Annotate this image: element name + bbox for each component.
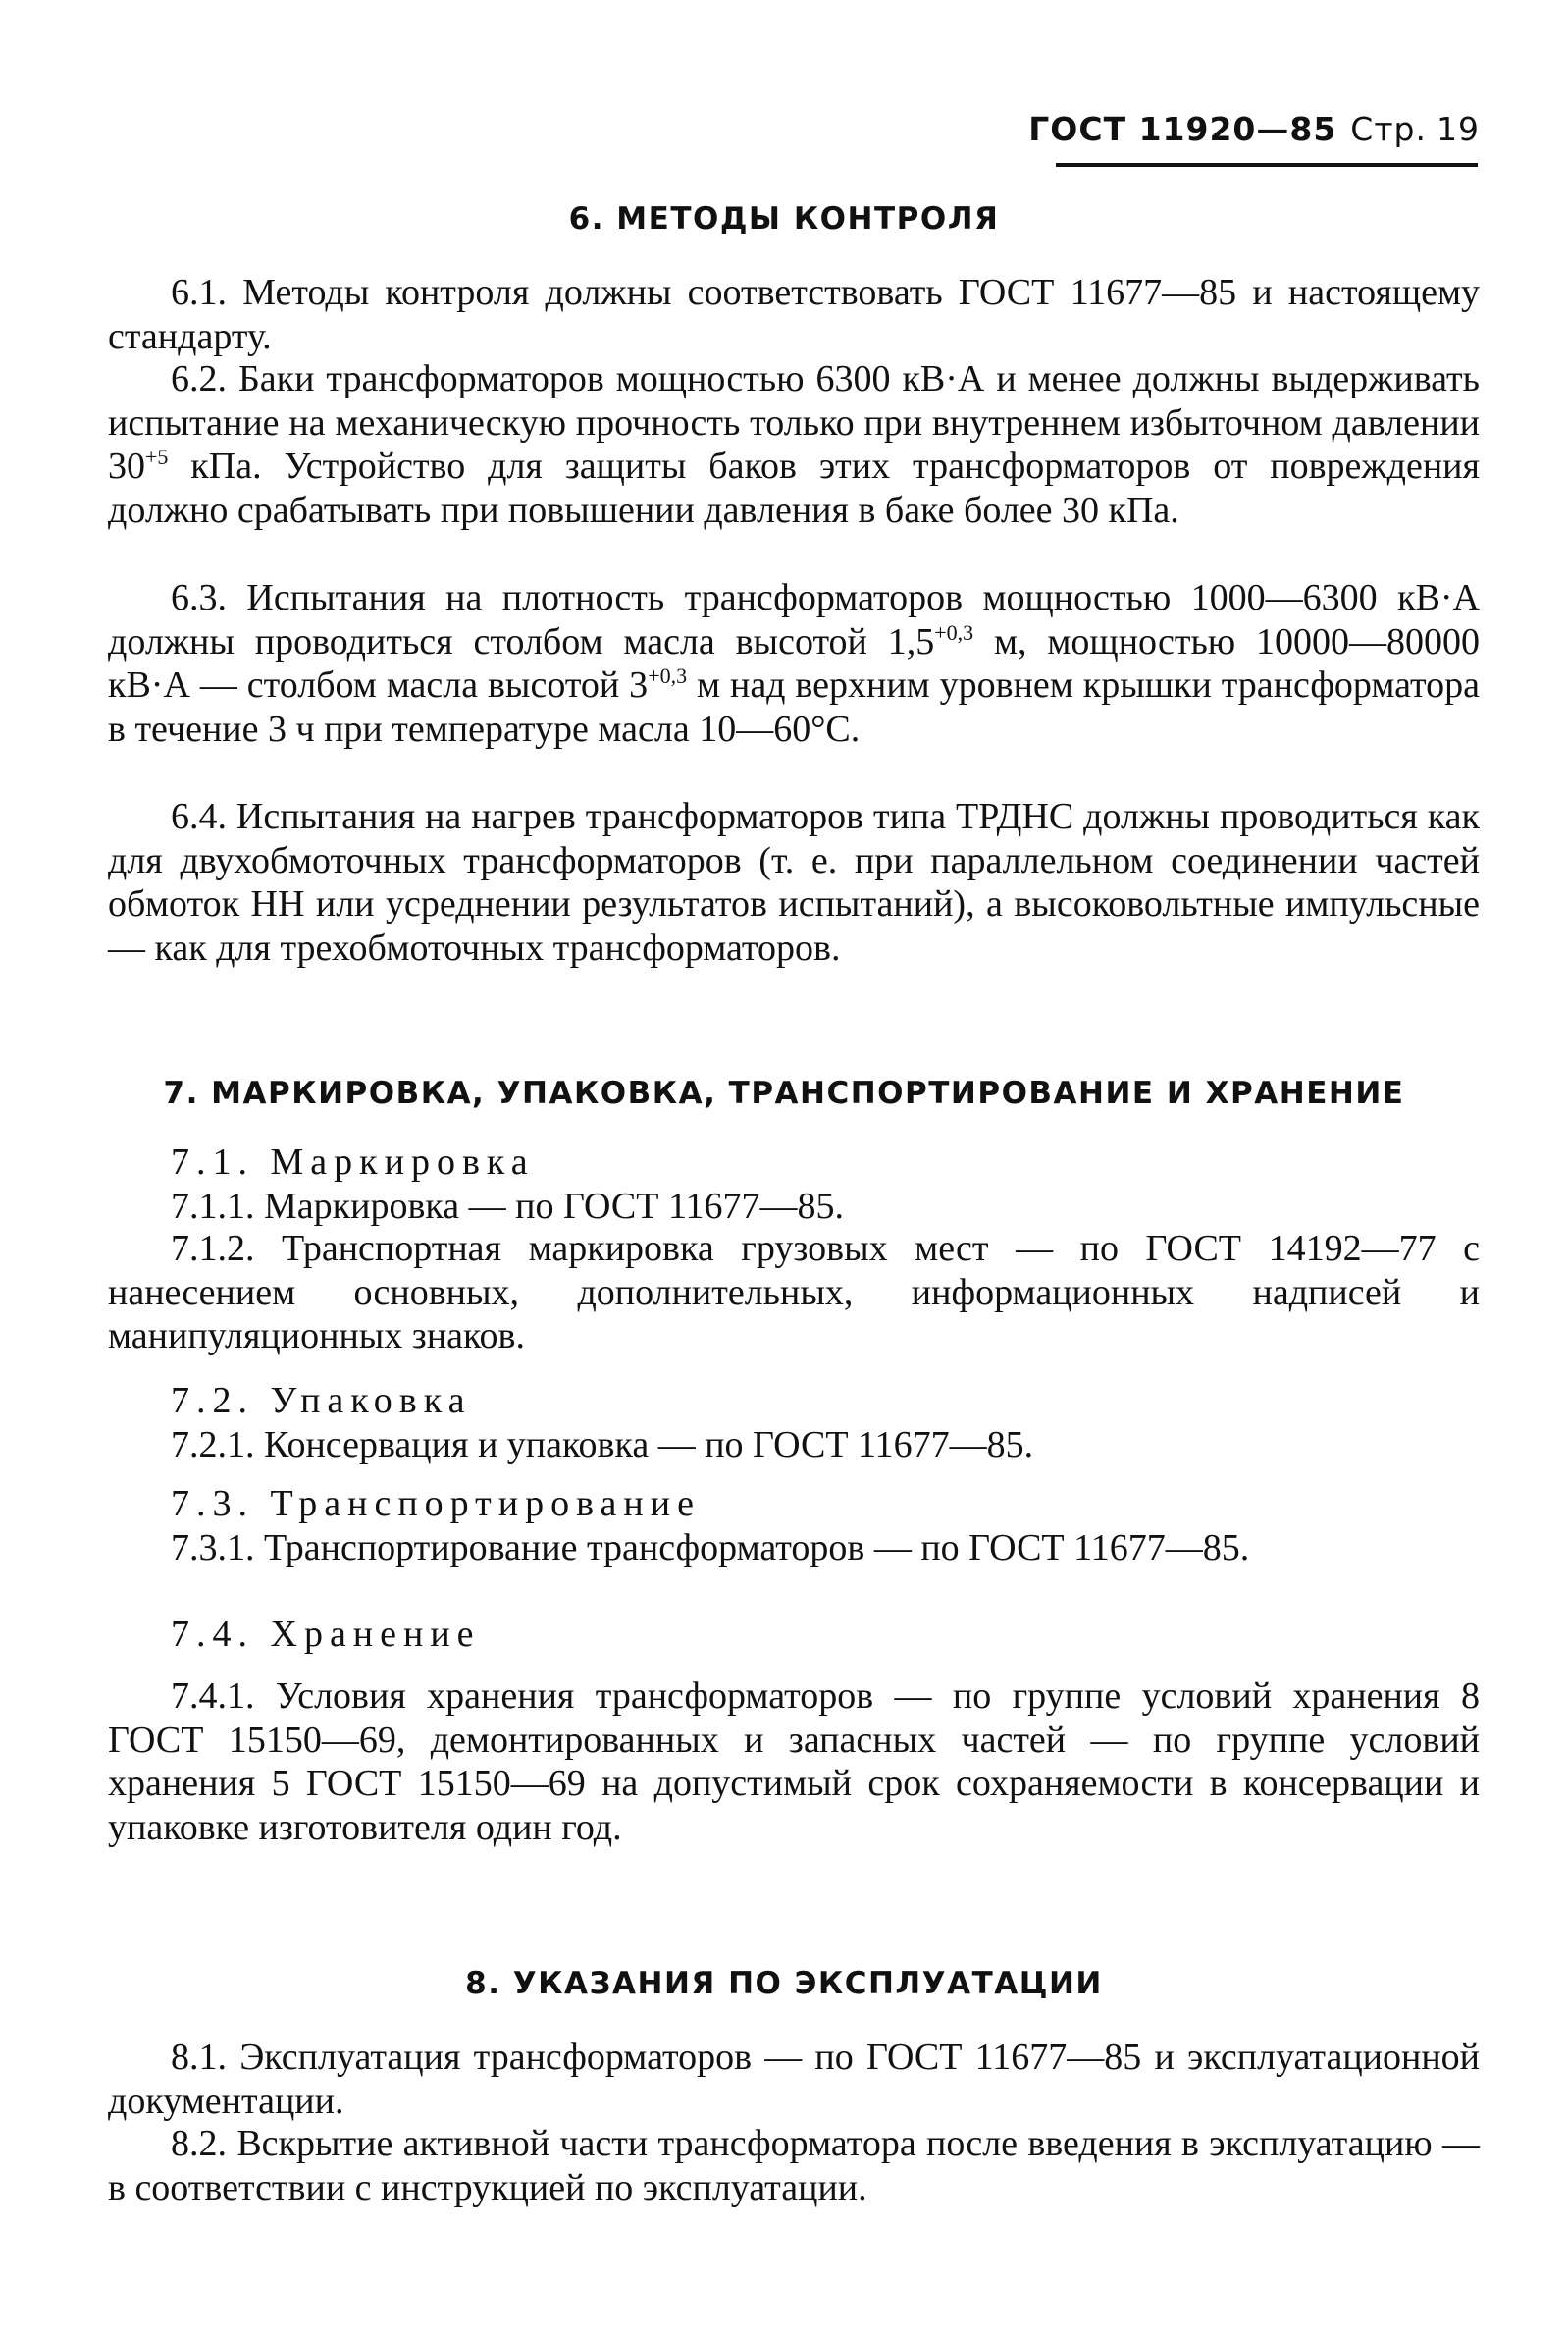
tolerance-superscript: +5 (145, 445, 169, 470)
paragraph-7-1-1: 7.1.1. Маркировка — по ГОСТ 11677—85. (171, 1186, 845, 1227)
subsection-title-7-1: 7.1. Маркировка (171, 1141, 535, 1183)
tolerance-superscript: +0,3 (648, 663, 688, 689)
running-header (1028, 110, 1480, 148)
subsection-title-7-4: 7.4. Хранение (171, 1614, 481, 1655)
paragraph-7-2-1: 7.2.1. Консервация и упаковка — по ГОСТ 11677—85. (171, 1424, 1034, 1465)
section-8-heading: 8. УКАЗАНИЯ ПО ЭКСПЛУАТАЦИИ (465, 1966, 1103, 2001)
paragraph-6-2-text-a: 6.2. Баки трансформаторов мощностью 6300 кВ·А и менее должны выдерживать испытание на механическую прочность только при внутреннем избыточном давлении 30 (108, 358, 1480, 488)
header-rule (1056, 163, 1478, 167)
paragraph-8-2: 8.2. Вскрытие активной части трансформатора после введения в эксплуатацию — в соответствии с инструкцией по эксплуатации. (108, 2123, 1480, 2208)
paragraph-7-4-1: 7.4.1. Условия хранения трансформаторов — по группе условий хранения 8 ГОСТ 15150—69, демонтированных и запасных частей — по группе условий хранения 5 ГОСТ 15150—69 на допустимый срок сохраняемости в консервации и упаковке изготовителя один год. (108, 1675, 1480, 1849)
section-6-heading: 6. МЕТОДЫ КОНТРОЛЯ (568, 201, 1000, 237)
paragraph-6-4: 6.4. Испытания на нагрев трансформаторов типа ТРДНС должны проводиться как для двухобмоточных трансформаторов (т. е. при параллельном соединении частей обмоток НН или усреднении результатов испытаний), а высоковольтные импульсные — как для трехобмоточных трансформаторов. (108, 796, 1480, 970)
paragraph-6-2-text-b: кПа. Устройство для защиты баков этих трансформаторов от повреждения должно срабатывать при повышении давления в баке более 30 кПа. (108, 446, 1480, 532)
paragraph-6-3-text-c: м над верхним уровнем крышки трансформатора в течение 3 ч при температуре масла 10—60°С. (108, 664, 1481, 751)
page-label: Стр. (1350, 110, 1427, 148)
paragraph-7-3-1: 7.3.1. Транспортирование трансформаторов — по ГОСТ 11677—85. (171, 1527, 1250, 1568)
paragraph-8-1: 8.1. Эксплуатация трансформаторов — по ГОСТ 11677—85 и эксплуатационной документации. (108, 2037, 1480, 2122)
subsection-title-7-3: 7.3. Транспортирование (171, 1483, 701, 1524)
subsection-title-7-2: 7.2. Упаковка (171, 1380, 472, 1421)
paragraph-6-2 (108, 357, 1480, 533)
paragraph-6-3-text-a: 6.3. Испытания на плотность трансформаторов мощностью 1000—6300 кВ·А должны проводиться столбом масла высотой 1,5 (108, 577, 1480, 663)
paragraph-6-1: 6.1. Методы контроля должны соответствовать ГОСТ 11677—85 и настоящему стандарту. (108, 272, 1480, 357)
tolerance-superscript: +0,3 (934, 619, 974, 645)
paragraph-6-3 (108, 576, 1480, 752)
page-number: 19 (1437, 110, 1480, 148)
paragraph-7-1-2: 7.1.2. Транспортная маркировка грузовых мест — по ГОСТ 14192—77 с нанесением основных, дополнительных, информационных надписей и манипуляционных знаков. (108, 1228, 1480, 1357)
standard-number: ГОСТ 11920—85 (1028, 110, 1337, 148)
section-7-heading: 7. МАРКИРОВКА, УПАКОВКА, ТРАНСПОРТИРОВАНИЕ И ХРАНЕНИЕ (163, 1076, 1405, 1111)
paragraph-6-3-text-b: м, мощностью 10000—80000 кВ·А — столбом масла высотой 3 (108, 620, 1481, 707)
